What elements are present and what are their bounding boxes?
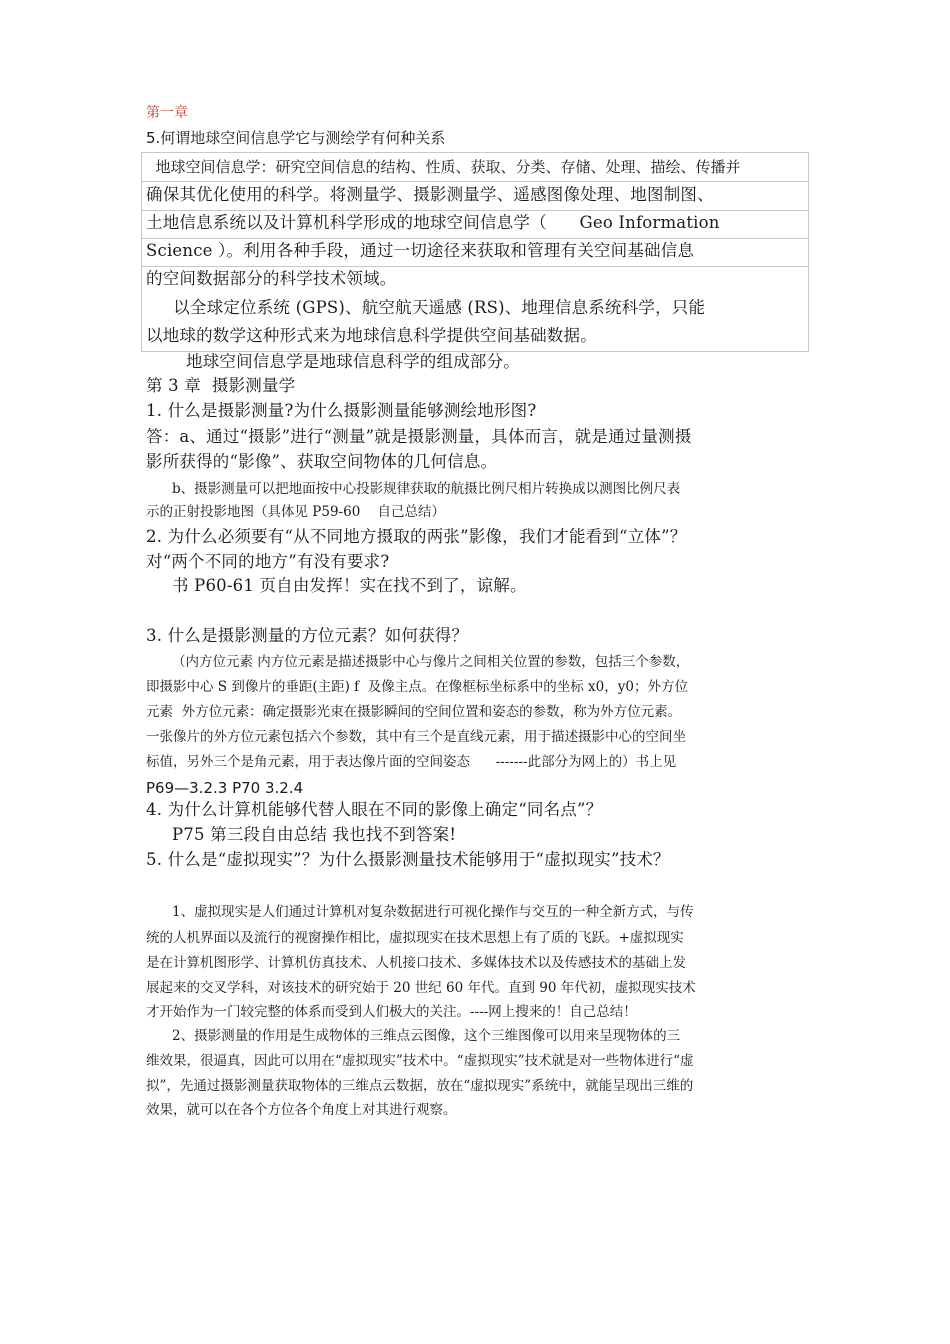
question-5-title: 5.何谓地球空间信息学它与测绘学有何种关系 (146, 129, 446, 147)
answer-5-p1-line-4: 展起来的交叉学科，对该技术的研究始于 20 世纪 60 年代。直到 90 年代初，虚拟现实技术 (146, 980, 696, 996)
answer-5-p1-line-5: 才开始作为一门较完整的体系而受到人们极大的关注。----网上搜来的！自己总结！ (146, 1004, 637, 1020)
box-line-3: 土地信息系统以及计算机科学形成的地球空间信息学（ Geo Information (146, 213, 720, 232)
answer-4: P75 第三段自由总结 我也找不到答案! (172, 825, 457, 844)
box-line-7: 以地球的数学这种形式来为地球信息科学提供空间基础数据。 (146, 326, 597, 345)
answer-3-line-1: （内方位元素 内方位元素是描述摄影中心与像片之间相关位置的参数，包括三个参数， (172, 654, 690, 670)
question-2-line-2: 对“两个不同的地方”有没有要求? (146, 552, 390, 571)
answer-1-line-1: 答：a、通过“摄影”进行“测量”就是摄影测量，具体而言，就是通过量测摄 (146, 427, 692, 446)
box-line-4: Science ）。利用各种手段，通过一切途径来获取和管理有关空间基础信息 (146, 241, 695, 260)
answer-1-line-2: 影所获得的“影像”、获取空间物体的几何信息。 (146, 452, 498, 471)
box-line-6: 以全球定位系统 (GPS)、航空航天遥感 (RS)、地理信息系统科学，只能 (146, 298, 706, 317)
answer-5-p1-line-1: 1、虚拟现实是人们通过计算机对复杂数据进行可视化操作与交互的一种全新方式，与传 (172, 904, 694, 920)
box-line-1: 地球空间信息学：研究空间信息的结构、性质、获取、分类、存储、处理、描绘、传播并 (146, 158, 741, 176)
answer-5-p2-line-2: 维效果，很逼真，因此可以用在“虚拟现实”技术中。“虚拟现实”技术就是对一些物体进行“虚 (146, 1053, 694, 1069)
question-2-line-1: 2. 为什么必须要有“从不同地方摄取的两张”影像，我们才能看到“立体”？ (146, 527, 687, 546)
answer-3-line-2: 即摄影中心 S 到像片的垂距(主距) f 及像主点。在像框标坐标系中的坐标 x0，y0；外方位 (146, 679, 688, 695)
answer-5-p1-line-2: 统的人机界面以及流行的视窗操作相比，虚拟现实在技术思想上有了质的飞跃。+虚拟现实 (146, 930, 684, 946)
answer-5-p2-line-3: 拟”，先通过摄影测量获取物体的三维点云数据，放在“虚拟现实”系统中，就能呈现出三维的 (146, 1078, 694, 1094)
answer-3-line-4: 一张像片的外方位元素包括六个参数，其中有三个是直线元素，用于描述摄影中心的空间坐 (146, 729, 686, 745)
answer-3-line-6: P69—3.2.3 P70 3.2.4 (146, 779, 304, 797)
question-5b: 5. 什么是“虚拟现实”？为什么摄影测量技术能够用于“虚拟现实”技术？ (146, 850, 670, 869)
after-box-line: 地球空间信息学是地球信息科学的组成部分。 (186, 352, 520, 371)
answer-5-p2-line-4: 效果，就可以在各个方位各个角度上对其进行观察。 (146, 1102, 457, 1118)
answer-3-line-5: 标值，另外三个是角元素，用于表达像片面的空间姿态 -------此部分为网上的）书上见 (146, 754, 677, 770)
chapter-1-heading: 第一章 (146, 105, 188, 121)
answer-2: 书 P60-61 页自由发挥！实在找不到了，谅解。 (172, 576, 527, 595)
answer-5-p2-line-1: 2、摄影测量的作用是生成物体的三维点云图像，这个三维图像可以用来呈现物体的三 (172, 1028, 681, 1044)
answer-1b-line-1: b、摄影测量可以把地面按中心投影规律获取的航摄比例尺相片转换成以测图比例尺表 (172, 481, 681, 497)
box-line-2: 确保其优化使用的科学。将测量学、摄影测量学、遥感图像处理、地图制图、 (146, 185, 714, 204)
answer-3-line-3: 元素 外方位元素：确定摄影光束在摄影瞬间的空间位置和姿态的参数，称为外方位元素。 (146, 704, 682, 720)
box-line-5: 的空间数据部分的科学技术领域。 (146, 269, 397, 288)
question-1: 1. 什么是摄影测量?为什么摄影测量能够测绘地形图? (146, 401, 537, 420)
question-4: 4. 为什么计算机能够代替人眼在不同的影像上确定“同名点”？ (146, 800, 603, 819)
answer-5-p1-line-3: 是在计算机图形学、计算机仿真技术、人机接口技术、多媒体技术以及传感技术的基础上发 (146, 955, 686, 971)
chapter-3-heading: 第 3 章 摄影测量学 (146, 376, 296, 395)
answer-1b-line-2: 示的正射投影地图（具体见 P59-60 自己总结） (146, 504, 445, 520)
question-3: 3. 什么是摄影测量的方位元素？如何获得？ (146, 626, 469, 645)
